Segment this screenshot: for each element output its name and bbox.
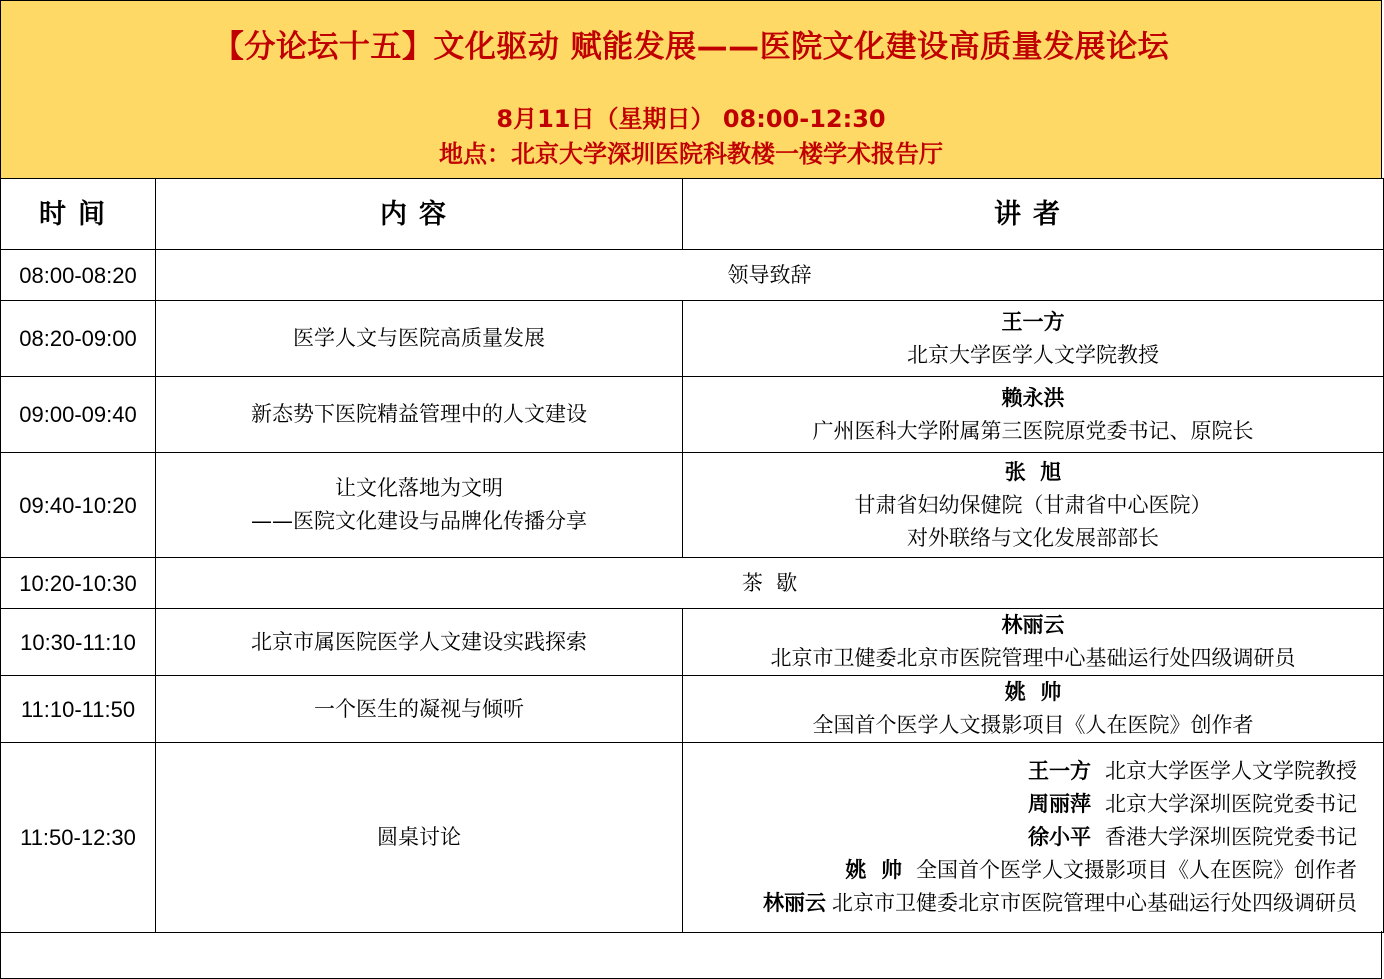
speaker-name: 赖永洪 <box>1001 385 1065 410</box>
panelist <box>683 788 1357 821</box>
speaker-cell <box>683 453 1384 558</box>
speaker-title: 北京市卫健委北京市医院管理中心基础运行处四级调研员 <box>770 646 1296 670</box>
time-cell: 08:00-08:20 <box>1 250 156 301</box>
time-cell: 10:30-11:10 <box>1 609 156 676</box>
panel-cell <box>683 743 1384 933</box>
panelist-title: 北京大学医学人文学院教授 <box>1105 759 1357 783</box>
content-line: 让文化落地为文明 <box>335 476 503 500</box>
table-row <box>1 558 1384 609</box>
speaker-cell <box>683 301 1384 377</box>
panelist-title: 香港大学深圳医院党委书记 <box>1105 825 1357 849</box>
schedule-table <box>0 178 1384 933</box>
panelist <box>683 755 1357 788</box>
panelist-title: 全国首个医学人文摄影项目《人在医院》创作者 <box>916 858 1357 882</box>
time-cell: 10:20-10:30 <box>1 558 156 609</box>
content-line: ——医院文化建设与品牌化传播分享 <box>251 509 587 533</box>
speaker-name: 张 旭 <box>1004 459 1062 484</box>
table-row <box>1 743 1384 933</box>
content-cell <box>156 453 683 558</box>
table-row <box>1 250 1384 301</box>
content-cell: 圆桌讨论 <box>156 743 683 933</box>
forum-location: 地点：北京大学深圳医院科教楼一楼学术报告厅 <box>439 140 943 168</box>
speaker-name: 姚 帅 <box>1004 680 1062 704</box>
panelist-name: 林丽云 <box>763 891 826 915</box>
speaker-cell <box>683 609 1384 676</box>
table-row <box>1 676 1384 743</box>
col-header-speaker: 讲者 <box>683 179 1384 250</box>
col-header-content: 内容 <box>156 179 683 250</box>
speaker-title: 北京大学医学人文学院教授 <box>907 342 1159 367</box>
panelist <box>683 887 1357 920</box>
speaker-title: 甘肃省妇幼保健院（甘肃省中心医院） <box>854 492 1212 517</box>
content-cell: 新态势下医院精益管理中的人文建设 <box>156 377 683 453</box>
forum-title: 【分论坛十五】文化驱动 赋能发展——医院文化建设高质量发展论坛 <box>212 29 1170 65</box>
content-cell: 一个医生的凝视与倾听 <box>156 676 683 743</box>
time-cell: 11:50-12:30 <box>1 743 156 933</box>
speaker-name: 王一方 <box>1001 309 1065 334</box>
speaker-title: 全国首个医学人文摄影项目《人在医院》创作者 <box>812 713 1254 737</box>
content-cell: 领导致辞 <box>156 250 1384 301</box>
time-cell: 11:10-11:50 <box>1 676 156 743</box>
time-cell: 08:20-09:00 <box>1 301 156 377</box>
time-cell: 09:40-10:20 <box>1 453 156 558</box>
speaker-cell <box>683 377 1384 453</box>
speaker-title: 广州医科大学附属第三医院原党委书记、原院长 <box>812 418 1254 443</box>
panelist-title: 北京市卫健委北京市医院管理中心基础运行处四级调研员 <box>832 891 1357 915</box>
panelist-name: 姚 帅 <box>845 858 902 882</box>
speaker-name: 林丽云 <box>1001 613 1065 637</box>
speaker-cell <box>683 676 1384 743</box>
speaker-title: 对外联络与文化发展部部长 <box>907 525 1159 550</box>
forum-header <box>0 0 1382 178</box>
panelist-title: 北京大学深圳医院党委书记 <box>1105 792 1357 816</box>
panelist <box>683 854 1357 887</box>
forum-date: 8月11日（星期日） 08:00-12:30 <box>496 105 886 133</box>
empty-footer-row <box>0 931 1382 979</box>
panelist-name: 徐小平 <box>1028 825 1091 849</box>
col-header-time: 时间 <box>1 179 156 250</box>
table-header-row <box>1 179 1384 250</box>
panelist-name: 王一方 <box>1028 759 1091 783</box>
table-row <box>1 377 1384 453</box>
table-row <box>1 453 1384 558</box>
panelist <box>683 821 1357 854</box>
table-row <box>1 609 1384 676</box>
content-cell: 茶 歇 <box>156 558 1384 609</box>
content-cell: 北京市属医院医学人文建设实践探索 <box>156 609 683 676</box>
content-cell: 医学人文与医院高质量发展 <box>156 301 683 377</box>
panelist-name: 周丽萍 <box>1028 792 1091 816</box>
table-row <box>1 301 1384 377</box>
time-cell: 09:00-09:40 <box>1 377 156 453</box>
